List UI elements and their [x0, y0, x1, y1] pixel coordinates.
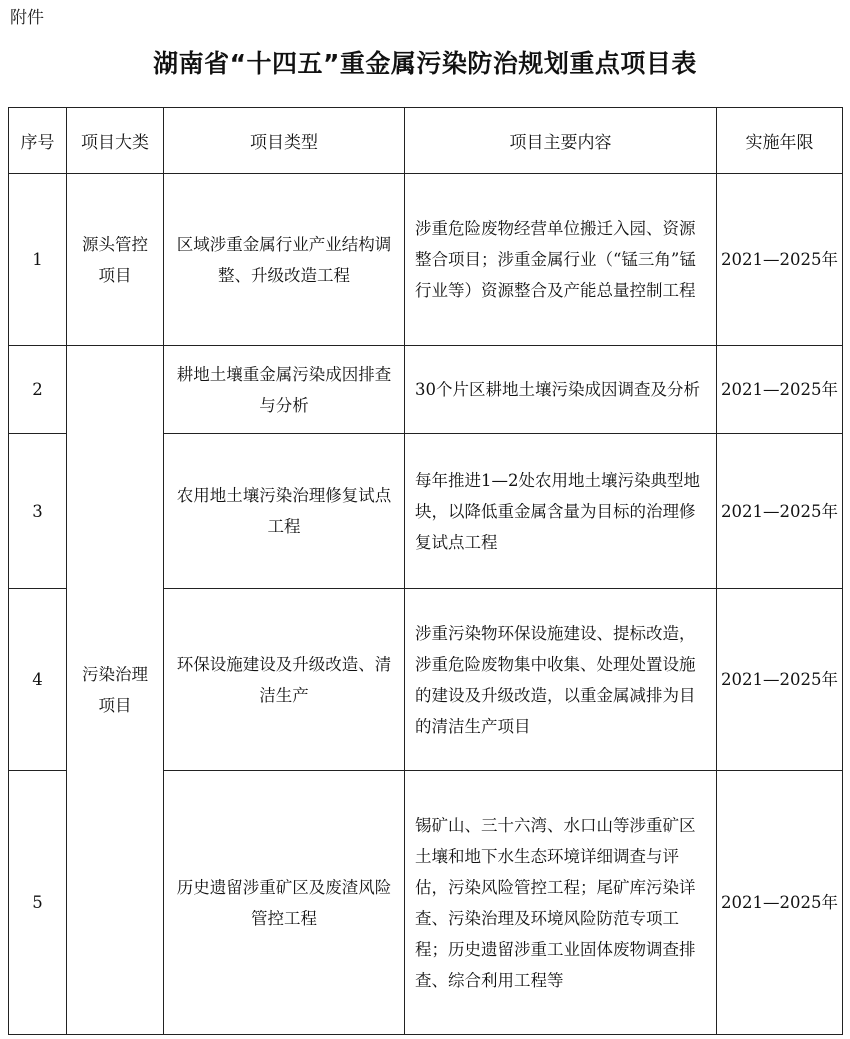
row-no: 4	[9, 589, 67, 771]
project-table	[8, 107, 843, 1035]
project-period: 2021—2025年	[717, 771, 843, 1035]
project-content: 涉重污染物环保设施建设、提标改造，涉重危险废物集中收集、处理处置设施的建设及升级改造，以重金属减排为目的清洁生产项目	[405, 589, 717, 771]
project-type: 历史遗留涉重矿区及废渣风险管控工程	[164, 771, 405, 1035]
table-row	[9, 174, 843, 346]
category-cell: 污染治理项目	[67, 346, 164, 1035]
row-no: 3	[9, 434, 67, 589]
table-row	[9, 346, 843, 434]
header-type: 项目类型	[164, 108, 405, 174]
project-content: 锡矿山、三十六湾、水口山等涉重矿区土壤和地下水生态环境详细调查与评估，污染风险管控工程；尾矿库污染详查、污染治理及环境风险防范专项工程；历史遗留涉重工业固体废物调查排查、综合利用工程等	[405, 771, 717, 1035]
project-period: 2021—2025年	[717, 346, 843, 434]
row-no: 2	[9, 346, 67, 434]
header-period: 实施年限	[717, 108, 843, 174]
project-content: 30个片区耕地土壤污染成因调查及分析	[405, 346, 717, 434]
project-type: 耕地土壤重金属污染成因排查与分析	[164, 346, 405, 434]
project-type: 农用地土壤污染治理修复试点工程	[164, 434, 405, 589]
row-no: 5	[9, 771, 67, 1035]
project-type: 环保设施建设及升级改造、清洁生产	[164, 589, 405, 771]
project-type: 区域涉重金属行业产业结构调整、升级改造工程	[164, 174, 405, 346]
project-content: 涉重危险废物经营单位搬迁入园、资源整合项目；涉重金属行业（“锰三角”锰行业等）资源整合及产能总量控制工程	[405, 174, 717, 346]
category-cell: 源头管控项目	[67, 174, 164, 346]
document-title: 湖南省“十四五”重金属污染防治规划重点项目表	[153, 49, 697, 78]
project-period: 2021—2025年	[717, 589, 843, 771]
project-period: 2021—2025年	[717, 174, 843, 346]
attachment-label: 附件	[10, 8, 44, 28]
project-content: 每年推进1—2处农用地土壤污染典型地块，以降低重金属含量为目标的治理修复试点工程	[405, 434, 717, 589]
table-header-row	[9, 108, 843, 174]
project-period: 2021—2025年	[717, 434, 843, 589]
header-category: 项目大类	[67, 108, 164, 174]
row-no: 1	[9, 174, 67, 346]
header-no: 序号	[9, 108, 67, 174]
header-content: 项目主要内容	[405, 108, 717, 174]
